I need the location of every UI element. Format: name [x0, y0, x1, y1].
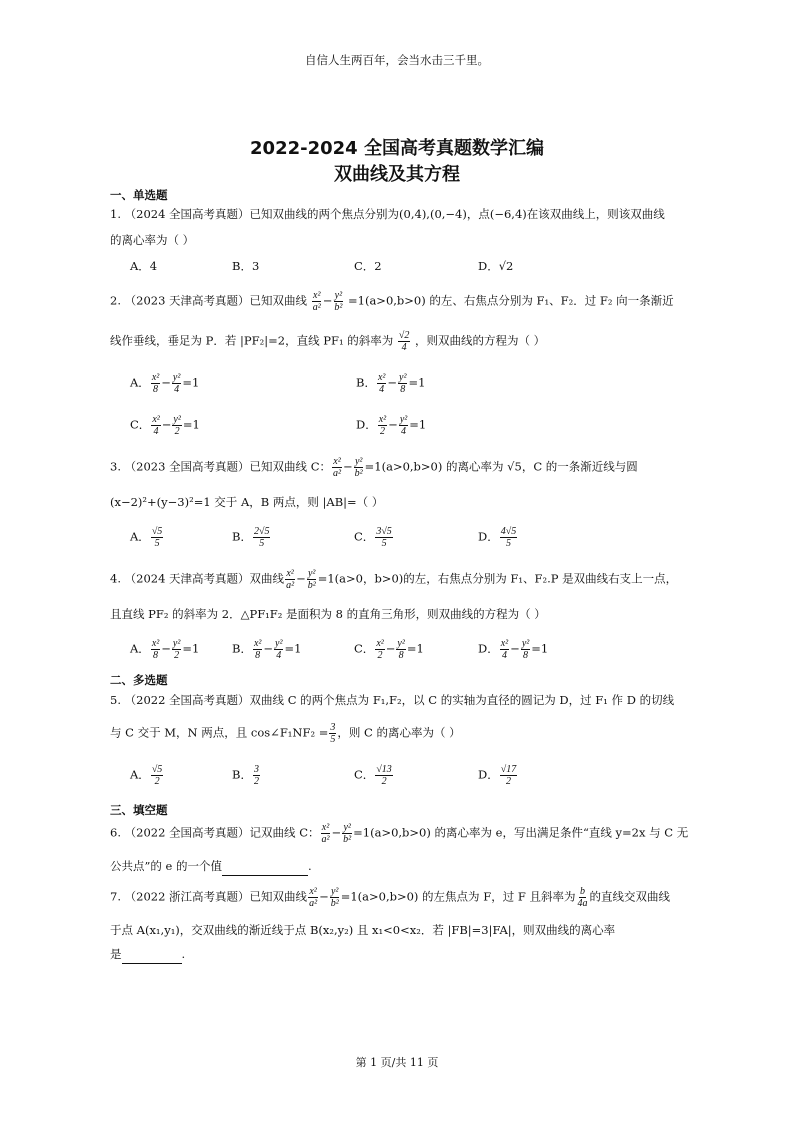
- answer-blank-6[interactable]: [222, 861, 308, 876]
- question-3-option-a: A． $\frac{√5}{5}$: [130, 526, 163, 549]
- page-motto: 自信人生两百年，会当水击三千里。: [305, 53, 489, 67]
- question-2-option-c: C． $\frac{\text{x²}}{4}$ − $\frac{\text{y²}}{2}$ =1: [130, 414, 200, 437]
- question-5-stem-line-2: 与 C 交于 M，N 两点，且 cos∠F₁NF₂ = $\frac{3}{5}$ ，则 C 的离心率为（ ）: [110, 722, 461, 745]
- question-3-stem-line-1: 3. （2023 全国高考真题）已知双曲线 C： $\frac{\text{x²}}{\text{a²}}$ − $\frac{\text{y²}}{\text{b²}}$ =1(a>0,b>0) 的离心率为 √5，C 的一条渐近线与圆: [110, 456, 638, 479]
- question-6-stem-line-2: 公共点”的 e 的一个值 .: [110, 856, 694, 876]
- question-2-stem-pre: 2. （2023 天津高考真题）已知双曲线: [110, 293, 308, 308]
- fraction-y2-b2: $\frac{\text{y²}}{\text{b²}}$: [334, 290, 343, 313]
- question-3-option-c: C． $\frac{3√5}{5}$: [354, 526, 392, 549]
- question-3-stem-line-2: (x−2)²+(y−3)²=1 交于 A，B 两点，则 |AB|=（ ）: [110, 495, 384, 509]
- question-4-stem-line-1: 4. （2024 天津高考真题）双曲线 $\frac{\text{x²}}{\text{a²}}$ − $\frac{\text{y²}}{\text{b²}}$ =1(a>0，b>0)的左，右焦点分别为 F₁、F₂.P 是双曲线右支上一点，: [110, 568, 678, 591]
- question-5-stem-line-1: 5. （2022 全国高考真题）双曲线 C 的两个焦点为 F₁,F₂，以 C 的实轴为直径的圆记为 D，过 F₁ 作 D 的切线: [110, 693, 675, 707]
- question-3-option-b: B． $\frac{2√5}{5}$: [232, 526, 270, 549]
- page-number: 第 1 页/共 11 页: [355, 1056, 439, 1069]
- document-title: 2022-2024 全国高考真题数学汇编: [250, 138, 544, 159]
- section-heading-fill-in: 三、填空题: [110, 803, 168, 817]
- question-7-stem-line-3: 是 .: [110, 944, 694, 964]
- question-4-option-a: A． $\frac{\text{x²}}{8}$ − $\frac{\text{y²}}{2}$ =1: [130, 638, 200, 661]
- question-2-stem-b-pre: 线作垂线，垂足为 P．若 |PF₂|=2，直线 PF₁ 的斜率为: [110, 333, 394, 348]
- question-2-stem-post: =1(a>0,b>0) 的左、右焦点分别为 F₁、F₂．过 F₂ 向一条渐近: [348, 293, 674, 308]
- question-2-option-b: B． $\frac{\text{x²}}{4}$ − $\frac{\text{y²}}{8}$ =1: [356, 372, 426, 395]
- document-subtitle: 双曲线及其方程: [334, 164, 460, 185]
- question-1-option-b: B．3: [232, 259, 260, 273]
- question-2-option-d: D． $\frac{\text{x²}}{2}$ − $\frac{\text{y²}}{4}$ =1: [356, 414, 427, 437]
- section-heading-single-choice: 一、单选题: [110, 188, 168, 202]
- question-5-option-c: C． $\frac{√13}{2}$: [354, 764, 392, 787]
- question-1-option-c: C．2: [354, 259, 382, 273]
- answer-blank-7[interactable]: [122, 949, 182, 964]
- question-1-stem-line-2: 的离心率为（ ）: [110, 233, 195, 247]
- section-heading-multi-choice: 二、多选题: [110, 673, 168, 687]
- question-1-option-d: D．√2: [478, 259, 514, 273]
- question-2-stem-line-1: 2. （2023 天津高考真题）已知双曲线 $\frac{\text{x²}}{\text{a²}}$ − $\frac{\text{y²}}{\text{b²}}$ =1(a>0,b>0) 的左、右焦点分别为 F₁、F₂．过 F₂ 向一条渐近: [110, 290, 674, 313]
- question-7-stem-line-1: 7. （2022 浙江高考真题）已知双曲线 $\frac{\text{x²}}{\text{a²}}$ − $\frac{\text{y²}}{\text{b²}}$ =1(a>0,b>0) 的左焦点为 F，过 F 且斜率为 $\frac{b}{4a}$ 的直线交双曲线: [110, 886, 670, 909]
- question-4-option-d: D． $\frac{\text{x²}}{4}$ − $\frac{\text{y²}}{8}$ =1: [478, 638, 549, 661]
- question-2-stem-b-post: ，则双曲线的方程为（ ）: [415, 333, 546, 348]
- question-5-option-a: A． $\frac{√5}{2}$: [130, 764, 163, 787]
- fraction-x2-a2: $\frac{\text{x²}}{\text{a²}}$: [312, 290, 321, 313]
- fraction-root2-over-4: $\frac{√2}{4}$: [398, 330, 410, 353]
- question-5-option-b: B． $\frac{3}{2}$: [232, 764, 259, 787]
- question-6-stem-line-1: 6. （2022 全国高考真题）记双曲线 C： $\frac{\text{x²}}{\text{a²}}$ − $\frac{\text{y²}}{\text{b²}}$ =1(a>0,b>0) 的离心率为 e，写出满足条件“直线 y=2x 与 C 无: [110, 822, 689, 845]
- question-2-stem-line-2: [110, 330, 694, 353]
- question-2-option-a: A． $\frac{\text{x²}}{8}$ − $\frac{\text{y²}}{4}$ =1: [130, 372, 200, 395]
- question-5-option-d: D． $\frac{√17}{2}$: [478, 764, 517, 787]
- question-7-stem-line-2: 于点 A(x₁,y₁)，交双曲线的渐近线于点 B(x₂,y₂) 且 x₁<0<x₂．若 |FB|=3|FA|，则双曲线的离心率: [110, 923, 616, 937]
- question-4-option-c: C． $\frac{\text{x²}}{2}$ − $\frac{\text{y²}}{8}$ =1: [354, 638, 424, 661]
- question-3-option-d: D． $\frac{4√5}{5}$: [478, 526, 517, 549]
- question-4-option-b: B． $\frac{\text{x²}}{8}$ − $\frac{\text{y²}}{4}$ =1: [232, 638, 302, 661]
- question-1-stem-line-1: 1. （2024 全国高考真题）已知双曲线的两个焦点分别为(0,4),(0,−4)，点(−6,4)在该双曲线上，则该双曲线: [110, 207, 665, 221]
- question-4-stem-line-2: 且直线 PF₂ 的斜率为 2．△PF₁F₂ 是面积为 8 的直角三角形，则双曲线的方程为（ ）: [110, 607, 546, 621]
- question-1-option-a: A．4: [130, 259, 158, 273]
